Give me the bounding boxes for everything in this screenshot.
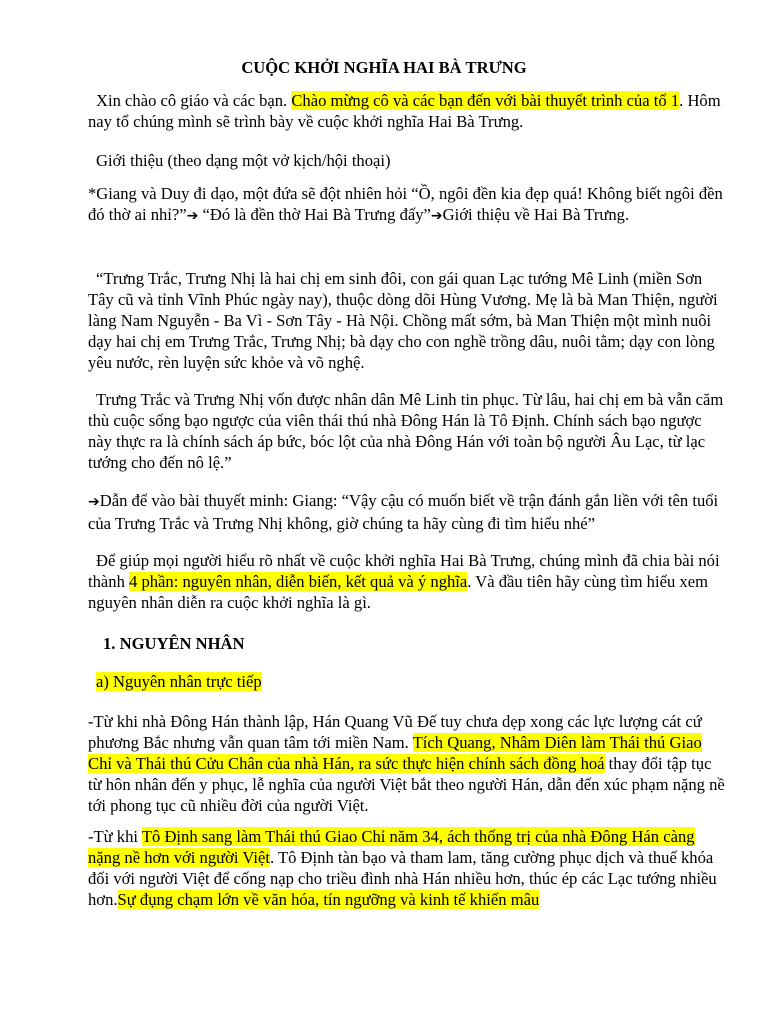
document-title: CUỘC KHỞI NGHĨA HAI BÀ TRƯNG [241, 58, 527, 77]
cause2-text-mid: . Tô Định tàn bạo và tham lam, tăng cường phục dịch và thuế khóa đối với người Việt để cống nạp cho triều đình nhà Hán nhiều hơn, thúc ép các Lạc tướng nhiều hơn. [88, 848, 717, 909]
arrow-icon: ➔ [88, 494, 100, 510]
lead-in-text: Dẫn để vào bài thuyết minh: Giang: “Vậy cậu có muốn biết về trận đánh gắn liền với tên tuổi của Trưng Trắc và Trưng Nhị không, giờ chúng ta hãy cùng đi tìm hiểu nhé” [88, 491, 719, 533]
outline-highlight: 4 phần: nguyên nhân, diễn biến, kết quả và ý nghĩa [129, 572, 468, 591]
intro-text: Xin chào cô giáo và các bạn. [96, 91, 292, 110]
dialog-reply: “Đó là đền thờ Hai Bà Trưng đấy” [198, 205, 431, 224]
dialog-text: *Giang và Duy đi dạo, một đứa sẽ đột nhiên hỏi “Ồ, ngôi đền kia đẹp quá! Không biết ngôi đền đó thờ ai nhỉ?” [88, 184, 723, 224]
intro-highlight: Chào mừng cô và các bạn đến với bài thuyết trình của tổ 1 [291, 91, 680, 110]
introduction-heading: Giới thiệu (theo dạng một vở kịch/hội thoại) [96, 151, 391, 170]
cause1-text: -Từ khi nhà Đông Hán thành lập, Hán Quang Vũ Đế tuy chưa dẹp xong các lực lượng cát cứ phương Bắc nhưng vẫn quan tâm tới miền Nam. [88, 712, 702, 752]
outline-text-end: . Và đầu tiên hãy cùng tìm hiểu xem nguyên nhân diễn ra cuộc khởi nghĩa là gì. [88, 572, 708, 612]
subsection-heading [96, 671, 736, 692]
subsection-heading-text: a) Nguyên nhân trực tiếp [96, 672, 262, 691]
cause1-text-end: thay đổi tập tục từ hôn nhân đến y phục, lễ nghĩa của người Việt bắt theo người Hán, dẫn đến xúc phạm nặng nề tới phong tục cũ nhiều đời của người Việt. [88, 754, 725, 815]
intro-text-end: . Hôm nay tổ chúng mình sẽ trình bày về cuộc khởi nghĩa Hai Bà Trưng. [88, 91, 721, 131]
cause2-highlight: Tô Định sang làm Thái thú Giao Chỉ năm 34, ách thống trị của nhà Đông Hán càng nặng nề hơn với người Việt [88, 827, 695, 867]
outline-text: Để giúp mọi người hiểu rõ nhất về cuộc khởi nghĩa Hai Bà Trưng, chúng mình đã chia bài nói thành [88, 551, 720, 591]
quote-paragraph-2: Trưng Trắc và Trưng Nhị vốn được nhân dân Mê Linh tin phục. Từ lâu, hai chị em bà vẫn căm thù cuộc sống bạo ngược của viên thái thú nhà Đông Hán là Tô Định. Chính sách bạo ngược này thực ra là chính sách áp bức, bóc lột của nhà Đông Hán với toàn bộ người Âu Lạc, từ lạc tướng cho đến nô lệ.” [88, 390, 724, 472]
cause-paragraph-2 [88, 826, 728, 910]
outline-paragraph [88, 550, 728, 613]
cause1-highlight: Tích Quang, Nhâm Diên làm Thái thú Giao Chỉ và Thái thú Cửu Chân của nhà Hán, ra sức thực hiện chính sách đồng hoá [88, 733, 702, 773]
section-heading: 1. NGUYÊN NHÂN [103, 634, 245, 653]
dialog-paragraph [88, 183, 728, 227]
dialog-intro: Giới thiệu về Hai Bà Trưng. [442, 205, 630, 224]
intro-paragraph [88, 90, 728, 132]
arrow-icon: ➔ [186, 208, 199, 224]
cause2-highlight-end: Sự đụng chạm lớn về văn hóa, tín ngưỡng và kinh tế khiến mâu [117, 890, 540, 909]
lead-in-paragraph [88, 490, 728, 534]
cause2-text: -Từ khi [88, 827, 142, 846]
arrow-icon: ➔ [430, 208, 443, 224]
quote-paragraph-1: “Trưng Trắc, Trưng Nhị là hai chị em sinh đôi, con gái quan Lạc tướng Mê Linh (miền Sơn Tây cũ và tỉnh Vĩnh Phúc ngày nay), thuộc dòng dõi Hùng Vương. Mẹ là bà Man Thiện, người làng Nam Nguyễn - Ba Vì - Sơn Tây - Hà Nội. Chồng mất sớm, bà Man Thiện một mình nuôi dạy hai chị em Trưng Trắc, Trưng Nhị; bà dạy cho con nghề trồng dâu, nuôi tằm; dạy con lòng yêu nước, rèn luyện sức khỏe và võ nghệ. [88, 269, 718, 372]
cause-paragraph-1 [88, 711, 728, 816]
